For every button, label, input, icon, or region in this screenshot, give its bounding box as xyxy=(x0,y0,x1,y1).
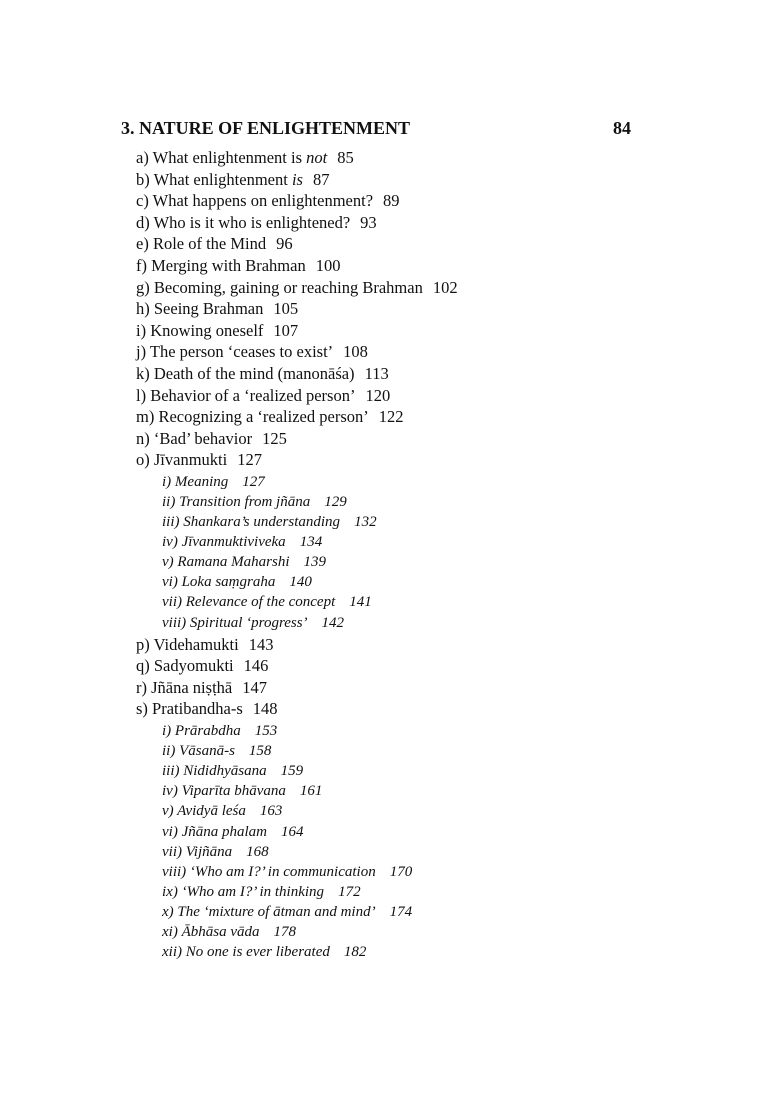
toc-subentry xyxy=(136,781,696,801)
toc-subentry xyxy=(136,512,696,532)
toc-entry-text: b) What enlightenment xyxy=(136,169,292,189)
toc-subentry-page: 174 xyxy=(389,903,413,920)
toc-entry-o xyxy=(136,449,696,471)
toc-entry-m xyxy=(136,406,696,428)
toc-subentry-text: xii) No one is ever liberated xyxy=(162,944,330,961)
toc-entry-s xyxy=(136,698,696,720)
toc-entry-page: 85 xyxy=(337,148,354,167)
toc-entry-page: 146 xyxy=(243,656,269,676)
toc-entry-text: f) Merging with Brahman xyxy=(136,255,306,275)
toc-subentry xyxy=(136,552,696,572)
toc-entry-c xyxy=(136,190,696,212)
toc-subentry-page: 127 xyxy=(242,473,265,490)
toc-entry-d xyxy=(136,212,696,234)
toc-entry-text: n) ‘Bad’ behavior xyxy=(136,428,253,448)
toc-subentry xyxy=(136,922,696,942)
toc-entry-text: j) The person ‘ceases to exist’ xyxy=(136,342,334,362)
toc-subentry xyxy=(136,842,696,862)
toc-entry-page: 147 xyxy=(242,677,267,697)
table-of-contents xyxy=(136,147,696,963)
toc-entry-text: o) Jīvanmukti xyxy=(136,450,228,470)
toc-entry-j xyxy=(136,341,696,363)
toc-subentry-text: v) Avidyā leśa xyxy=(162,803,246,820)
toc-entry-text: p) Videhamukti xyxy=(136,634,239,654)
toc-subentry-text: i) Meaning xyxy=(162,473,229,490)
toc-entry-text: s) Pratibandha-s xyxy=(136,699,243,719)
toc-entry-page: 143 xyxy=(248,634,274,654)
toc-subentry-page: 139 xyxy=(303,554,326,571)
toc-entry-a xyxy=(136,147,696,169)
toc-entry-i xyxy=(136,320,696,342)
toc-subentry-page: 134 xyxy=(299,534,323,551)
toc-entry-emphasis: not xyxy=(306,148,328,167)
toc-subentry-text: iii) Shankara’s understanding xyxy=(162,514,341,531)
toc-entry-g xyxy=(136,277,696,299)
toc-entry-f xyxy=(136,255,696,277)
toc-subentry xyxy=(136,613,696,633)
toc-subentry-page: 170 xyxy=(389,863,413,880)
toc-subentry-text: i) Prārabdha xyxy=(162,723,241,740)
toc-entry-text: d) Who is it who is enlightened? xyxy=(136,212,351,232)
toc-subentry-text: viii) ‘Who am I?’ in communication xyxy=(162,863,376,880)
toc-subentry xyxy=(136,572,696,592)
toc-entry-page: 125 xyxy=(262,428,287,448)
chapter-title: 3. NATURE OF ENLIGHTENMENT xyxy=(121,118,411,138)
toc-entry-h xyxy=(136,298,696,320)
toc-subentry-page: 172 xyxy=(338,883,361,900)
toc-entry-page: 93 xyxy=(360,212,377,232)
toc-subentry xyxy=(136,472,696,492)
toc-subentry xyxy=(136,822,696,842)
toc-subentry-page: 178 xyxy=(273,923,296,940)
toc-subentry-text: vii) Vijñāna xyxy=(162,843,233,860)
toc-subentry-text: ix) ‘Who am I?’ in thinking xyxy=(162,883,325,900)
toc-subentry-text: ii) Transition from jñāna xyxy=(162,494,311,510)
toc-entry-page: 96 xyxy=(276,234,293,254)
toc-subentry-text: ii) Vāsanā-s xyxy=(162,743,235,760)
toc-entry-page: 107 xyxy=(273,320,299,340)
toc-subentry xyxy=(136,741,696,761)
toc-subentry-page: 168 xyxy=(246,843,269,860)
toc-entry-emphasis: is xyxy=(291,169,303,189)
toc-subentry-text: iii) Nididhyāsana xyxy=(162,763,267,780)
toc-subentry-text: xi) Ābhāsa vāda xyxy=(162,923,260,940)
jivanmukti-subentries xyxy=(136,471,696,634)
toc-subentry xyxy=(136,902,696,922)
toc-subentry-page: 141 xyxy=(349,594,372,611)
toc-subentry-page: 159 xyxy=(280,763,304,780)
toc-subentry-page: 158 xyxy=(248,743,272,760)
toc-entry-text: a) What enlightenment is xyxy=(136,148,307,167)
toc-subentry xyxy=(136,801,696,821)
toc-entry-e xyxy=(136,233,696,255)
toc-entry-n xyxy=(136,428,696,450)
toc-entry-page: 113 xyxy=(364,363,389,383)
toc-entry-text: q) Sadyomukti xyxy=(136,656,234,676)
toc-subentry-page: 164 xyxy=(280,823,304,840)
toc-subentry xyxy=(136,532,696,552)
toc-entry-text: i) Knowing oneself xyxy=(136,320,264,340)
toc-subentry-text: x) The ‘mixture of ātman and mind’ xyxy=(162,903,376,920)
toc-subentry-page: 161 xyxy=(299,783,323,800)
toc-subentry-text: vii) Relevance of the concept xyxy=(162,594,336,611)
toc-entry-page: 105 xyxy=(273,299,299,319)
toc-entry-q xyxy=(136,655,696,677)
toc-subentry-text: iv) Viparīta bhāvana xyxy=(162,783,286,800)
toc-entry-page: 100 xyxy=(315,255,341,275)
toc-subentry-text: viii) Spiritual ‘progress’ xyxy=(162,614,308,631)
toc-entry-l xyxy=(136,385,696,407)
toc-entry-text: r) Jñāna niṣṭhā xyxy=(136,677,233,697)
toc-subentry xyxy=(136,882,696,902)
toc-entry-text: k) Death of the mind (manonāśa) xyxy=(136,363,355,383)
toc-subentry xyxy=(136,592,696,612)
toc-entry-text: m) Recognizing a ‘realized person’ xyxy=(136,407,369,427)
toc-entry-page: 127 xyxy=(237,450,262,470)
toc-subentry xyxy=(136,862,696,882)
toc-subentry xyxy=(136,761,696,781)
toc-entry-k xyxy=(136,363,696,385)
toc-entry-text: e) Role of the Mind xyxy=(136,234,267,254)
chapter-page-number: 84 xyxy=(613,118,631,138)
toc-entry-page: 87 xyxy=(312,169,330,189)
pratibandha-subentries xyxy=(136,720,696,963)
toc-subentry-page: 163 xyxy=(259,803,283,820)
toc-entry-r xyxy=(136,677,696,699)
toc-subentry-page: 153 xyxy=(254,723,278,740)
toc-subentry-page: 140 xyxy=(289,574,312,591)
toc-entry-text: l) Behavior of a ‘realized person’ xyxy=(136,385,356,405)
toc-subentry-text: vi) Jñāna phalam xyxy=(162,823,267,840)
toc-entry-b xyxy=(136,169,696,191)
toc-subentry-page: 142 xyxy=(321,614,345,631)
toc-entry-page: 108 xyxy=(343,342,368,362)
toc-subentry xyxy=(136,942,696,962)
toc-subentry-text: vi) Loka saṃgraha xyxy=(162,574,276,591)
toc-entry-text: c) What happens on enlightenment? xyxy=(136,191,374,211)
toc-entry-page: 148 xyxy=(252,699,278,719)
toc-subentry-text: v) Ramana Maharshi xyxy=(162,554,290,571)
toc-subentry-page: 132 xyxy=(354,514,377,531)
toc-entry-p xyxy=(136,634,696,656)
toc-subentry-text: iv) Jīvanmuktiviveka xyxy=(162,534,286,551)
toc-subentry-page: 129 xyxy=(324,494,347,510)
toc-entry-text: g) Becoming, gaining or reaching Brahman xyxy=(136,277,423,297)
toc-subentry xyxy=(136,721,696,741)
toc-entry-page: 89 xyxy=(383,191,400,211)
toc-entry-page: 120 xyxy=(365,385,391,405)
toc-subentry-page: 182 xyxy=(343,944,367,961)
toc-entry-text: h) Seeing Brahman xyxy=(136,299,264,319)
toc-entry-page: 122 xyxy=(378,407,404,427)
toc-subentry xyxy=(136,492,696,512)
toc-entry-page: 102 xyxy=(432,277,458,297)
